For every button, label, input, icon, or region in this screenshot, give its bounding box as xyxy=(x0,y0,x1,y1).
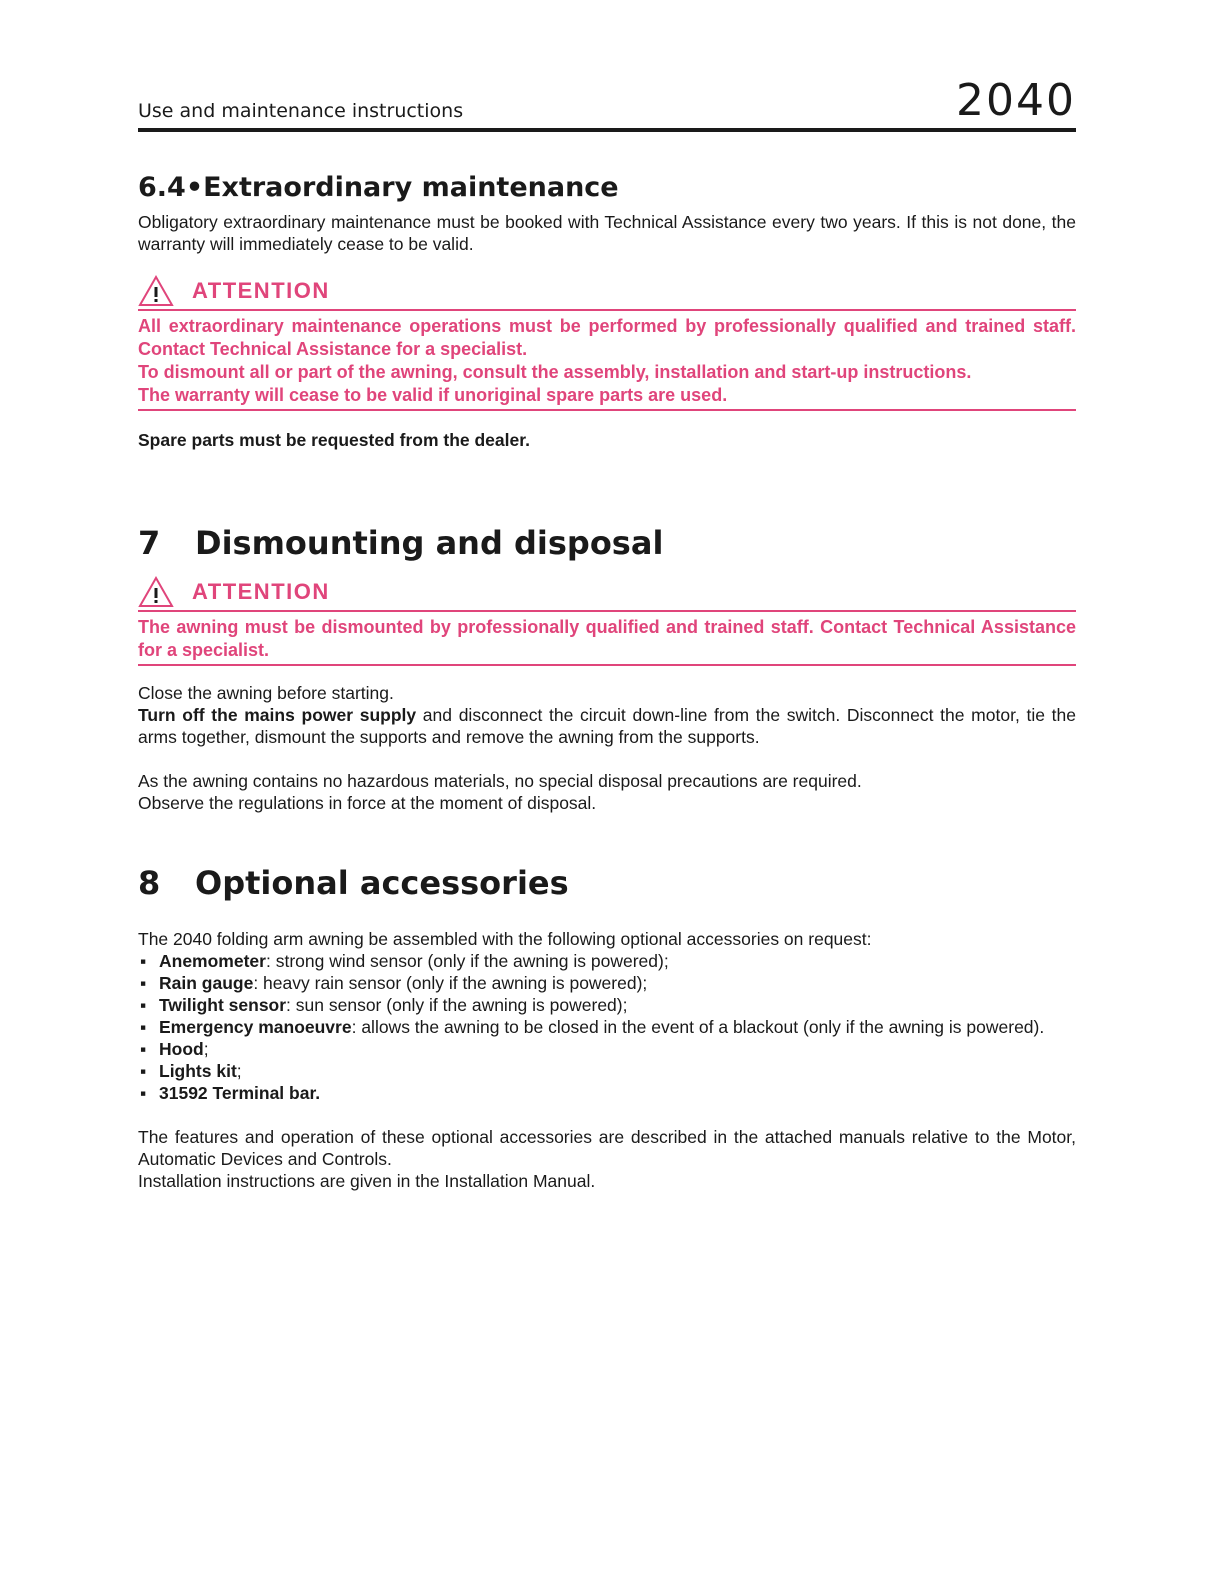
warning-triangle-icon xyxy=(138,275,174,307)
disposal-line: As the awning contains no hazardous materials, no special disposal precautions are required. xyxy=(138,771,862,791)
accessory-name: Twilight sensor xyxy=(159,995,287,1015)
section-heading xyxy=(138,524,1076,562)
section-title: Optional accessories xyxy=(195,864,569,902)
accessories-list xyxy=(138,950,1076,1104)
bullet-icon: ▪ xyxy=(140,995,147,1015)
accessory-desc: : heavy rain sensor (only if the awning is powered); xyxy=(253,973,648,993)
header-rule xyxy=(138,128,1076,132)
list-item xyxy=(138,950,1076,972)
attention-box xyxy=(138,275,1076,411)
warning-triangle-icon xyxy=(138,576,174,608)
bullet-icon: ▪ xyxy=(140,951,147,971)
model-code: 2040 xyxy=(956,75,1076,126)
bullet-icon: ▪ xyxy=(140,1083,147,1103)
attention-label: ATTENTION xyxy=(192,278,330,303)
section-dismounting-disposal xyxy=(138,524,1076,814)
accessory-desc: : sun sensor (only if the awning is powered); xyxy=(286,995,628,1015)
attention-text xyxy=(138,311,1076,411)
section-optional-accessories xyxy=(138,864,1076,1192)
spare-parts-note: Spare parts must be requested from the dealer. xyxy=(138,430,530,450)
section-extraordinary-maintenance xyxy=(138,172,1076,451)
section-number: 8 xyxy=(138,864,161,902)
attention-line: The awning must be dismounted by professionally qualified and trained staff. Contact Technical Assistance for a specialist. xyxy=(138,617,1076,660)
list-item xyxy=(138,1016,1076,1038)
accessory-name: Rain gauge xyxy=(159,973,254,993)
accessory-desc: ; xyxy=(236,1061,242,1081)
accessories-manuals-note: The features and operation of these optional accessories are described in the attached manuals relative to the Motor, Automatic Devices and Controls. xyxy=(138,1127,1076,1169)
accessory-name: Anemometer xyxy=(159,951,266,971)
list-item xyxy=(138,994,1076,1016)
power-off-emphasis: Turn off the mains power supply xyxy=(138,705,417,725)
installation-note: Installation instructions are given in the Installation Manual. xyxy=(138,1171,596,1191)
accessory-name: Hood xyxy=(159,1039,204,1059)
accessory-name: Lights kit xyxy=(159,1061,237,1081)
bullet-icon: ▪ xyxy=(140,973,147,993)
attention-label: ATTENTION xyxy=(192,579,330,604)
attention-line: The warranty will cease to be valid if unoriginal spare parts are used. xyxy=(138,385,728,405)
attention-line: To dismount all or part of the awning, consult the assembly, installation and start-up instructions. xyxy=(138,362,972,382)
bullet-icon: ▪ xyxy=(140,1017,147,1037)
section-heading: 6.4•Extraordinary maintenance xyxy=(138,172,619,203)
section-title: Dismounting and disposal xyxy=(195,524,664,562)
power-off-paragraph xyxy=(138,704,1076,748)
section-heading xyxy=(138,864,1076,902)
close-awning-line: Close the awning before starting. xyxy=(138,683,394,703)
list-item xyxy=(138,1060,1076,1082)
list-item xyxy=(138,972,1076,994)
maintenance-paragraph: Obligatory extraordinary maintenance must be booked with Technical Assistance every two years. If this is not done, the warranty will immediately cease to be valid. xyxy=(138,212,1076,254)
accessory-desc: ; xyxy=(203,1039,209,1059)
accessory-desc: : strong wind sensor (only if the awning is powered); xyxy=(265,951,669,971)
bullet-icon: ▪ xyxy=(140,1039,147,1059)
header-title: Use and maintenance instructions xyxy=(138,100,464,122)
accessory-name: 31592 Terminal bar. xyxy=(159,1083,321,1103)
list-item xyxy=(138,1082,1076,1104)
attention-line: All extraordinary maintenance operations must be performed by professionally qualified and trained staff. Contact Technical Assistance for a specialist. xyxy=(138,316,1076,359)
accessories-intro: The 2040 folding arm awning be assembled with the following optional accessories on request: xyxy=(138,929,872,949)
regulations-line: Observe the regulations in force at the moment of disposal. xyxy=(138,793,597,813)
attention-box xyxy=(138,576,1076,666)
attention-text xyxy=(138,612,1076,666)
section-number: 7 xyxy=(138,524,161,562)
accessory-desc: : allows the awning to be closed in the event of a blackout (only if the awning is powered). xyxy=(351,1017,1045,1037)
bullet-icon: ▪ xyxy=(140,1061,147,1081)
attention-header xyxy=(138,576,1076,612)
accessory-name: Emergency manoeuvre xyxy=(159,1017,352,1037)
list-item xyxy=(138,1038,1076,1060)
page-header xyxy=(138,75,1076,132)
power-off-rest: and disconnect the circuit down-line from the switch. Disconnect the motor, tie the arms together, dismount the supports and remove the awning from the supports. xyxy=(138,705,1076,747)
attention-header xyxy=(138,275,1076,311)
